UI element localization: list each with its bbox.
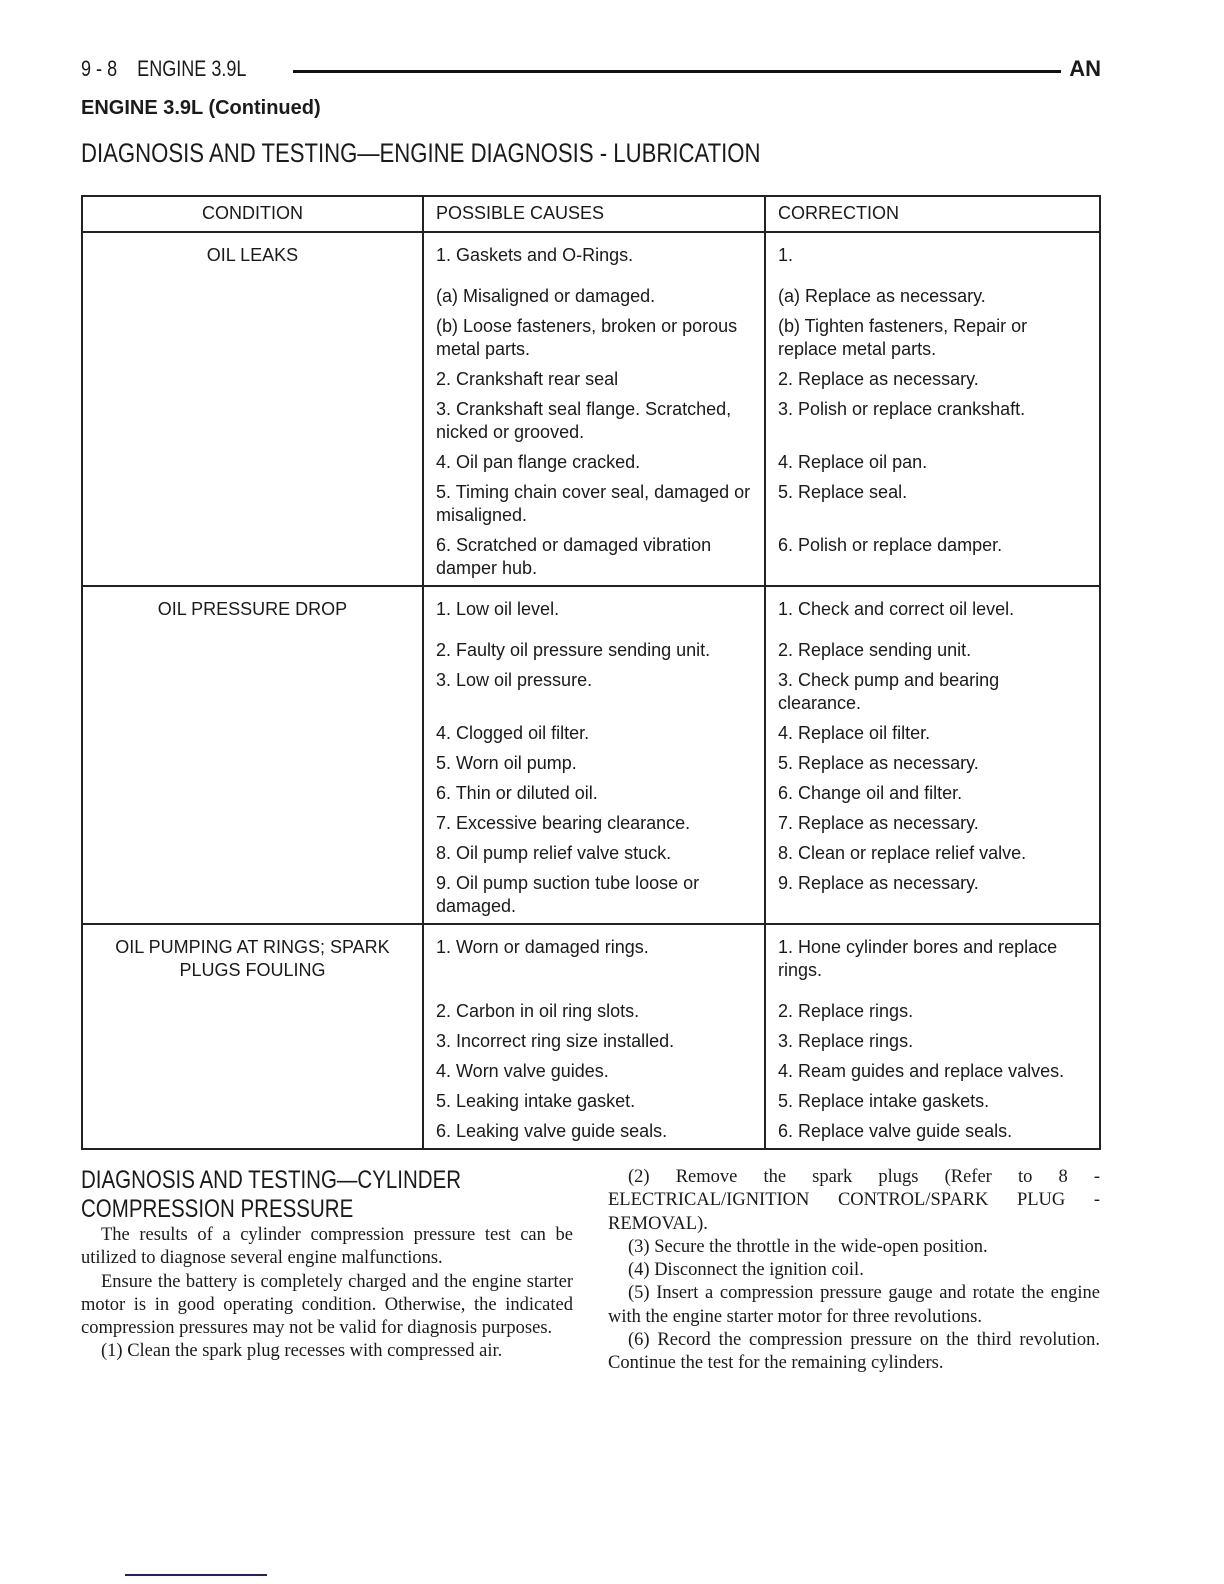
correction-cell: 1. Hone cylinder bores and replace rings. (765, 924, 1100, 994)
table-row (82, 586, 1100, 633)
correction-cell: 2. Replace as necessary. (765, 362, 1100, 392)
step-3: (3) Secure the throttle in the wide-open position. (628, 1236, 988, 1257)
cause-cell: 6. Leaking valve guide seals. (423, 1114, 765, 1149)
step-1: (1) Clean the spark plug recesses with compressed air. (101, 1341, 503, 1362)
correction-cell: 9. Replace as necessary. (765, 866, 1100, 924)
header-condition: CONDITION (82, 196, 423, 232)
compression-heading: DIAGNOSIS AND TESTING—CYLINDER COMPRESSION PRESSURE (81, 1166, 462, 1223)
correction-cell: 3. Replace rings. (765, 1024, 1100, 1054)
lubrication-diagnosis-table (81, 195, 1101, 1150)
correction-cell: 8. Clean or replace relief valve. (765, 836, 1100, 866)
cause-cell: (b) Loose fasteners, broken or porous metal parts. (423, 309, 765, 362)
cause-cell: 6. Thin or diluted oil. (423, 776, 765, 806)
cause-cell: 4. Worn valve guides. (423, 1054, 765, 1084)
correction-cell: 6. Replace valve guide seals. (765, 1114, 1100, 1149)
correction-cell: 5. Replace seal. (765, 475, 1100, 528)
correction-cell: 2. Replace sending unit. (765, 633, 1100, 663)
correction-cell: 5. Replace intake gaskets. (765, 1084, 1100, 1114)
table-row (82, 924, 1100, 994)
continued-heading: ENGINE 3.9L (Continued) (81, 97, 321, 119)
correction-cell: 1. (765, 232, 1100, 279)
condition-cell: OIL LEAKS (82, 232, 423, 586)
left-column (81, 1166, 573, 1364)
step-6: (6) Record the compression pressure on the third revolution. Continue the test for the remaining cylinders. (608, 1330, 1100, 1374)
paragraph: The results of a cylinder compression pressure test can be utilized to diagnose several engine malfunctions. (81, 1225, 573, 1269)
correction-cell: 1. Check and correct oil level. (765, 586, 1100, 633)
table-header-row (82, 196, 1100, 232)
step-4: (4) Disconnect the ignition coil. (628, 1260, 864, 1281)
correction-cell: 3. Polish or replace crankshaft. (765, 392, 1100, 445)
cause-cell: 6. Scratched or damaged vibration damper hub. (423, 528, 765, 586)
step-5: (5) Insert a compression pressure gauge and rotate the engine with the engine starter motor for three revolutions. (608, 1283, 1100, 1327)
cause-cell: 3. Low oil pressure. (423, 663, 765, 716)
cause-cell: 2. Faulty oil pressure sending unit. (423, 633, 765, 663)
correction-cell: (a) Replace as necessary. (765, 279, 1100, 309)
correction-cell: 6. Polish or replace damper. (765, 528, 1100, 586)
cause-cell: 7. Excessive bearing clearance. (423, 806, 765, 836)
cause-cell: (a) Misaligned or damaged. (423, 279, 765, 309)
cause-cell: 3. Incorrect ring size installed. (423, 1024, 765, 1054)
header-causes: POSSIBLE CAUSES (423, 196, 765, 232)
correction-cell: 2. Replace rings. (765, 994, 1100, 1024)
condition-cell: OIL PUMPING AT RINGS; SPARK PLUGS FOULING (82, 924, 423, 1149)
cause-cell: 1. Low oil level. (423, 586, 765, 633)
section-title: DIAGNOSIS AND TESTING—ENGINE DIAGNOSIS - LUBRICATION (81, 138, 761, 168)
paragraph: Ensure the battery is completely charged and the engine starter motor is in good operating condition. Otherwise, the indicated compression pressures may not be valid for diagnosis purposes. (81, 1271, 573, 1339)
condition-cell: OIL PRESSURE DROP (82, 586, 423, 924)
correction-cell: 6. Change oil and filter. (765, 776, 1100, 806)
cause-cell: 2. Carbon in oil ring slots. (423, 994, 765, 1024)
cause-cell: 5. Timing chain cover seal, damaged or misaligned. (423, 475, 765, 528)
cause-cell: 5. Leaking intake gasket. (423, 1084, 765, 1114)
cause-cell: 4. Clogged oil filter. (423, 716, 765, 746)
cause-cell: 5. Worn oil pump. (423, 746, 765, 776)
cause-cell: 4. Oil pan flange cracked. (423, 445, 765, 475)
right-column (608, 1166, 1100, 1376)
page-header (81, 56, 1101, 84)
footer-rule (125, 1574, 267, 1576)
correction-cell: 7. Replace as necessary. (765, 806, 1100, 836)
cause-cell: 2. Crankshaft rear seal (423, 362, 765, 392)
correction-cell: 4. Ream guides and replace valves. (765, 1054, 1100, 1084)
header-rule (293, 70, 1061, 73)
correction-cell: 4. Replace oil pan. (765, 445, 1100, 475)
cause-cell: 9. Oil pump suction tube loose or damaged. (423, 866, 765, 924)
correction-cell: 3. Check pump and bearing clearance. (765, 663, 1100, 716)
correction-cell: 5. Replace as necessary. (765, 746, 1100, 776)
correction-cell: 4. Replace oil filter. (765, 716, 1100, 746)
cause-cell: 8. Oil pump relief valve stuck. (423, 836, 765, 866)
model-code: AN (1069, 56, 1101, 81)
cause-cell: 1. Worn or damaged rings. (423, 924, 765, 994)
cause-cell: 1. Gaskets and O-Rings. (423, 232, 765, 279)
header-correction: CORRECTION (765, 196, 1100, 232)
cause-cell: 3. Crankshaft seal flange. Scratched, nicked or grooved. (423, 392, 765, 445)
correction-cell: (b) Tighten fasteners, Repair or replace metal parts. (765, 309, 1100, 362)
step-2: (2) Remove the spark plugs (Refer to 8 - ELECTRICAL/IGNITION CONTROL/SPARK PLUG - REMOVAL). (608, 1167, 1100, 1234)
table-row (82, 232, 1100, 279)
page-number-and-section: 9 - 8 ENGINE 3.9L (81, 56, 247, 81)
